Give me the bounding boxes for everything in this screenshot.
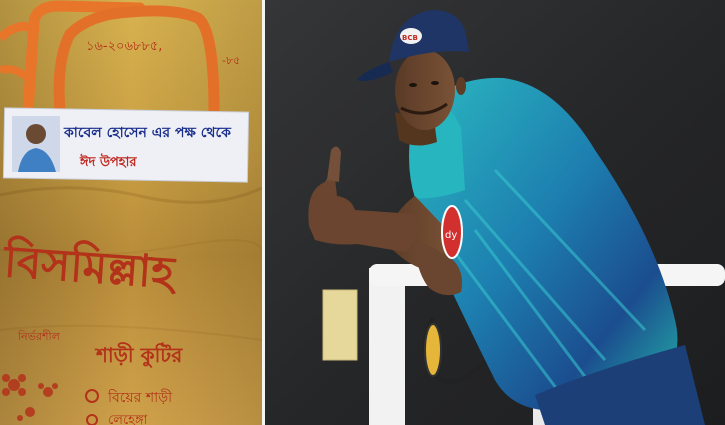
label-line-2: ঈদ উপহার bbox=[80, 155, 137, 170]
bag-tagline: নির্ভরশীল bbox=[18, 330, 60, 343]
gift-bag-photo bbox=[0, 0, 262, 425]
bag-top-print: ১৬-২০৬৮৮৫, bbox=[86, 39, 163, 54]
bag-shop: শাড়ী কুটির bbox=[96, 343, 183, 367]
gift-label bbox=[3, 108, 248, 182]
player-face bbox=[395, 50, 455, 130]
sponsor-mark: dy bbox=[445, 230, 458, 241]
label-line-1: কাবেল হোসেন এর পক্ষ থেকে bbox=[64, 125, 231, 141]
cricketer-photo bbox=[265, 0, 725, 425]
sunglasses bbox=[425, 324, 441, 376]
cricketer-illustration bbox=[265, 0, 725, 425]
bag-brand: বিসমিল্লাহ bbox=[2, 236, 176, 300]
gift-bag-illustration bbox=[0, 0, 262, 425]
cap-logo: BCB bbox=[402, 34, 418, 42]
bag-top-print-2: -৮৫ bbox=[222, 54, 241, 67]
bag-bottom-line-2: লেহেঙ্গা bbox=[108, 413, 148, 425]
bag-bottom-line: বিয়ের শাড়ী bbox=[108, 390, 173, 406]
